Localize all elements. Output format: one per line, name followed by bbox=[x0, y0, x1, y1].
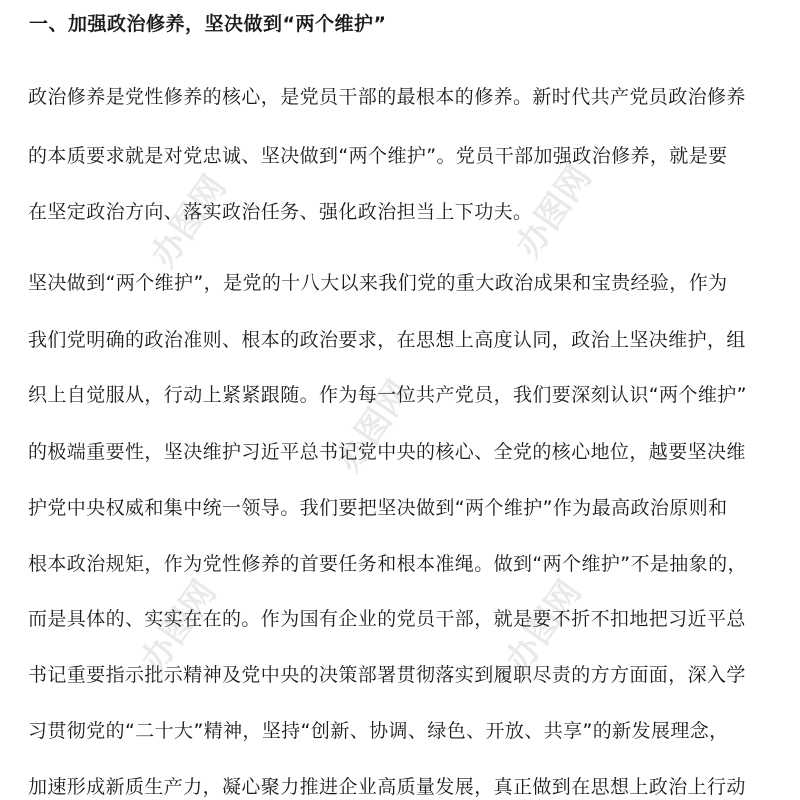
watermark: 办图网 bbox=[328, 373, 420, 480]
paragraph-line: 根本政治规矩，作为党性修养的首要任务和根本准绳。做到“两个维护”不是抽象的， bbox=[28, 553, 747, 575]
watermark: 办图网 bbox=[143, 168, 235, 275]
paragraph-line: 习贯彻党的“二十大”精神，坚持“创新、协调、绿色、开放、共享”的新发展理念， bbox=[28, 720, 729, 742]
watermark: 办图网 bbox=[508, 158, 600, 265]
section-heading: 一、加强政治修养，坚决做到“两个维护” bbox=[29, 13, 387, 35]
paragraph-line: 政治修养是党性修养的核心，是党员干部的最根本的修养。新时代共产党员政治修养 bbox=[28, 86, 746, 108]
paragraph-line: 书记重要指示批示精神及党中央的决策部署贯彻落实到履职尽责的方方面面，深入学 bbox=[28, 664, 746, 686]
watermark: 办图网 bbox=[498, 573, 590, 680]
paragraph-line: 而是具体的、实实在在的。作为国有企业的党员干部，就是要不折不扣地把习近平总 bbox=[28, 608, 746, 630]
paragraph-line: 织上自觉服从，行动上紧紧跟随。作为每一位共产党员，我们要深刻认识“两个维护” bbox=[28, 384, 747, 406]
paragraph-line: 加速形成新质生产力，凝心聚力推进企业高质量发展，真正做到在思想上政治上行动 bbox=[28, 776, 746, 798]
paragraph-line: 护党中央权威和集中统一领导。我们要把坚决做到“两个维护”作为最高政治原则和 bbox=[28, 497, 728, 519]
paragraph-line: 的本质要求就是对党忠诚、坚决做到“两个维护”。党员干部加强政治修养，就是要 bbox=[28, 145, 728, 167]
paragraph-line: 在坚定政治方向、落实政治任务、强化政治担当上下功夫。 bbox=[28, 201, 533, 223]
watermark: 办图网 bbox=[133, 573, 225, 680]
paragraph-line: 我们党明确的政治准则、根本的政治要求，在思想上高度认同，政治上坚决维护，组 bbox=[28, 329, 746, 351]
paragraph-line: 的极端重要性，坚决维护习近平总书记党中央的核心、全党的核心地位，越要坚决维 bbox=[28, 441, 746, 463]
paragraph-line: 坚决做到“两个维护”，是党的十八大以来我们党的重大政治成果和宝贵经验，作为 bbox=[28, 272, 728, 294]
